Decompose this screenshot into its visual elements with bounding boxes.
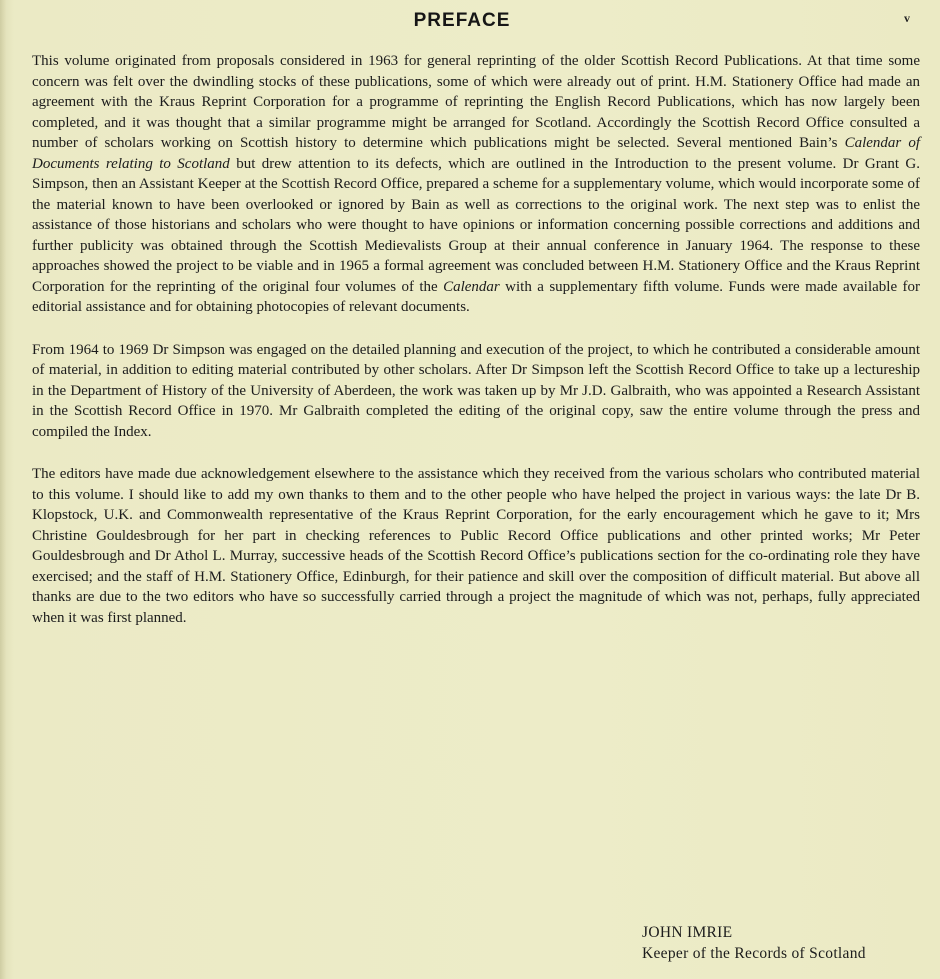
italic-title-calendar-of-documents: Calendar of Documents relating to Scotland (32, 135, 920, 172)
page-number: v (904, 11, 910, 25)
paragraph-text: This volume originated from proposals considered in 1963 for general reprinting of the older Scottish Record Publications. At that time some concern was felt over the dwindling stocks of these publications, some of which were already out of print. H.M. Stationery Office had made an agreement with the Kraus Reprint Corporation for a programme of reprinting the English Record Publications, which has now largely been completed, and it was thought that a similar programme might be arranged for Scotland. Accordingly the Scottish Record Office consulted a number of scholars working on Scottish history to determine which publications might be selected. Several mentioned Bain’s (32, 53, 920, 151)
paragraph-text: From 1964 to 1969 Dr Simpson was engaged on the detailed planning and execution of the project, to which he contributed a considerable amount of material, in addition to editing material contributed by other scholars. After Dr Simpson left the Scottish Record Office to take up a lectureship in the Department of History of the University of Aberdeen, the work was taken up by Mr J.D. Galbraith, who was appointed a Research Assistant in the Scottish Record Office in 1970. Mr Galbraith completed the editing of the original copy, saw the entire volume through the press and compiled the Index. (32, 341, 920, 440)
signatory-role: Keeper of the Records of Scotland (642, 945, 866, 962)
page-title: PREFACE (413, 10, 511, 31)
paragraph (32, 51, 920, 318)
paragraph-text: The editors have made due acknowledgement elsewhere to the assistance which they received from the various scholars who contributed material to this volume. I should like to add my own thanks to them and to the other people who have helped the project in various ways: the late Dr B. Klopstock, U.K. and Commonwealth representative of the Kraus Reprint Corporation, for the early encouragement which he gave to it; Mrs Christine Gouldesbrough for her part in checking references to Public Record Office publications and other printed works; Mr Peter Gouldesbrough and Dr Athol L. Murray, successive heads of the Scottish Record Office’s publications section for the co-ordinating role they have exercised; and the staff of H.M. Stationery Office, Edinburgh, for their patience and skill over the composition of difficult material. But above all thanks are due to the two editors who have so successfully carried through a project the magnitude of which was not, perhaps, fully appreciated when it was first planned. (32, 466, 920, 626)
signatory-name: JOHN IMRIE (642, 924, 733, 941)
paragraph-text: but drew attention to its defects, which are outlined in the Introduction to the present volume. Dr Grant G. Simpson, then an Assistant Keeper at the Scottish Record Office, prepared a scheme for a supplementary volume, which would incorporate some of the material known to have been overlooked or ignored by Bain as well as corrections to the original work. The next step was to enlist the assistance of those historians and scholars who were thought to have opinions or information concerning possible corrections and additions and further publicity was obtained through the Scottish Medievalists Group at their annual conference in January 1964. The response to these approaches showed the project to be viable and in 1965 a formal agreement was concluded between H.M. Stationery Office and the Kraus Reprint Corporation for the reprinting of the original four volumes of the (32, 155, 920, 295)
preface-body (32, 51, 920, 650)
signature-block (642, 922, 866, 964)
paragraph-text: with a supplementary fifth volume. Funds were made available for editorial assistance and for obtaining photocopies of relevant documents. (32, 278, 920, 315)
italic-title-calendar: Calendar (443, 278, 500, 295)
paragraph (32, 464, 920, 628)
paragraph (32, 340, 920, 443)
page-gutter (0, 0, 6, 979)
